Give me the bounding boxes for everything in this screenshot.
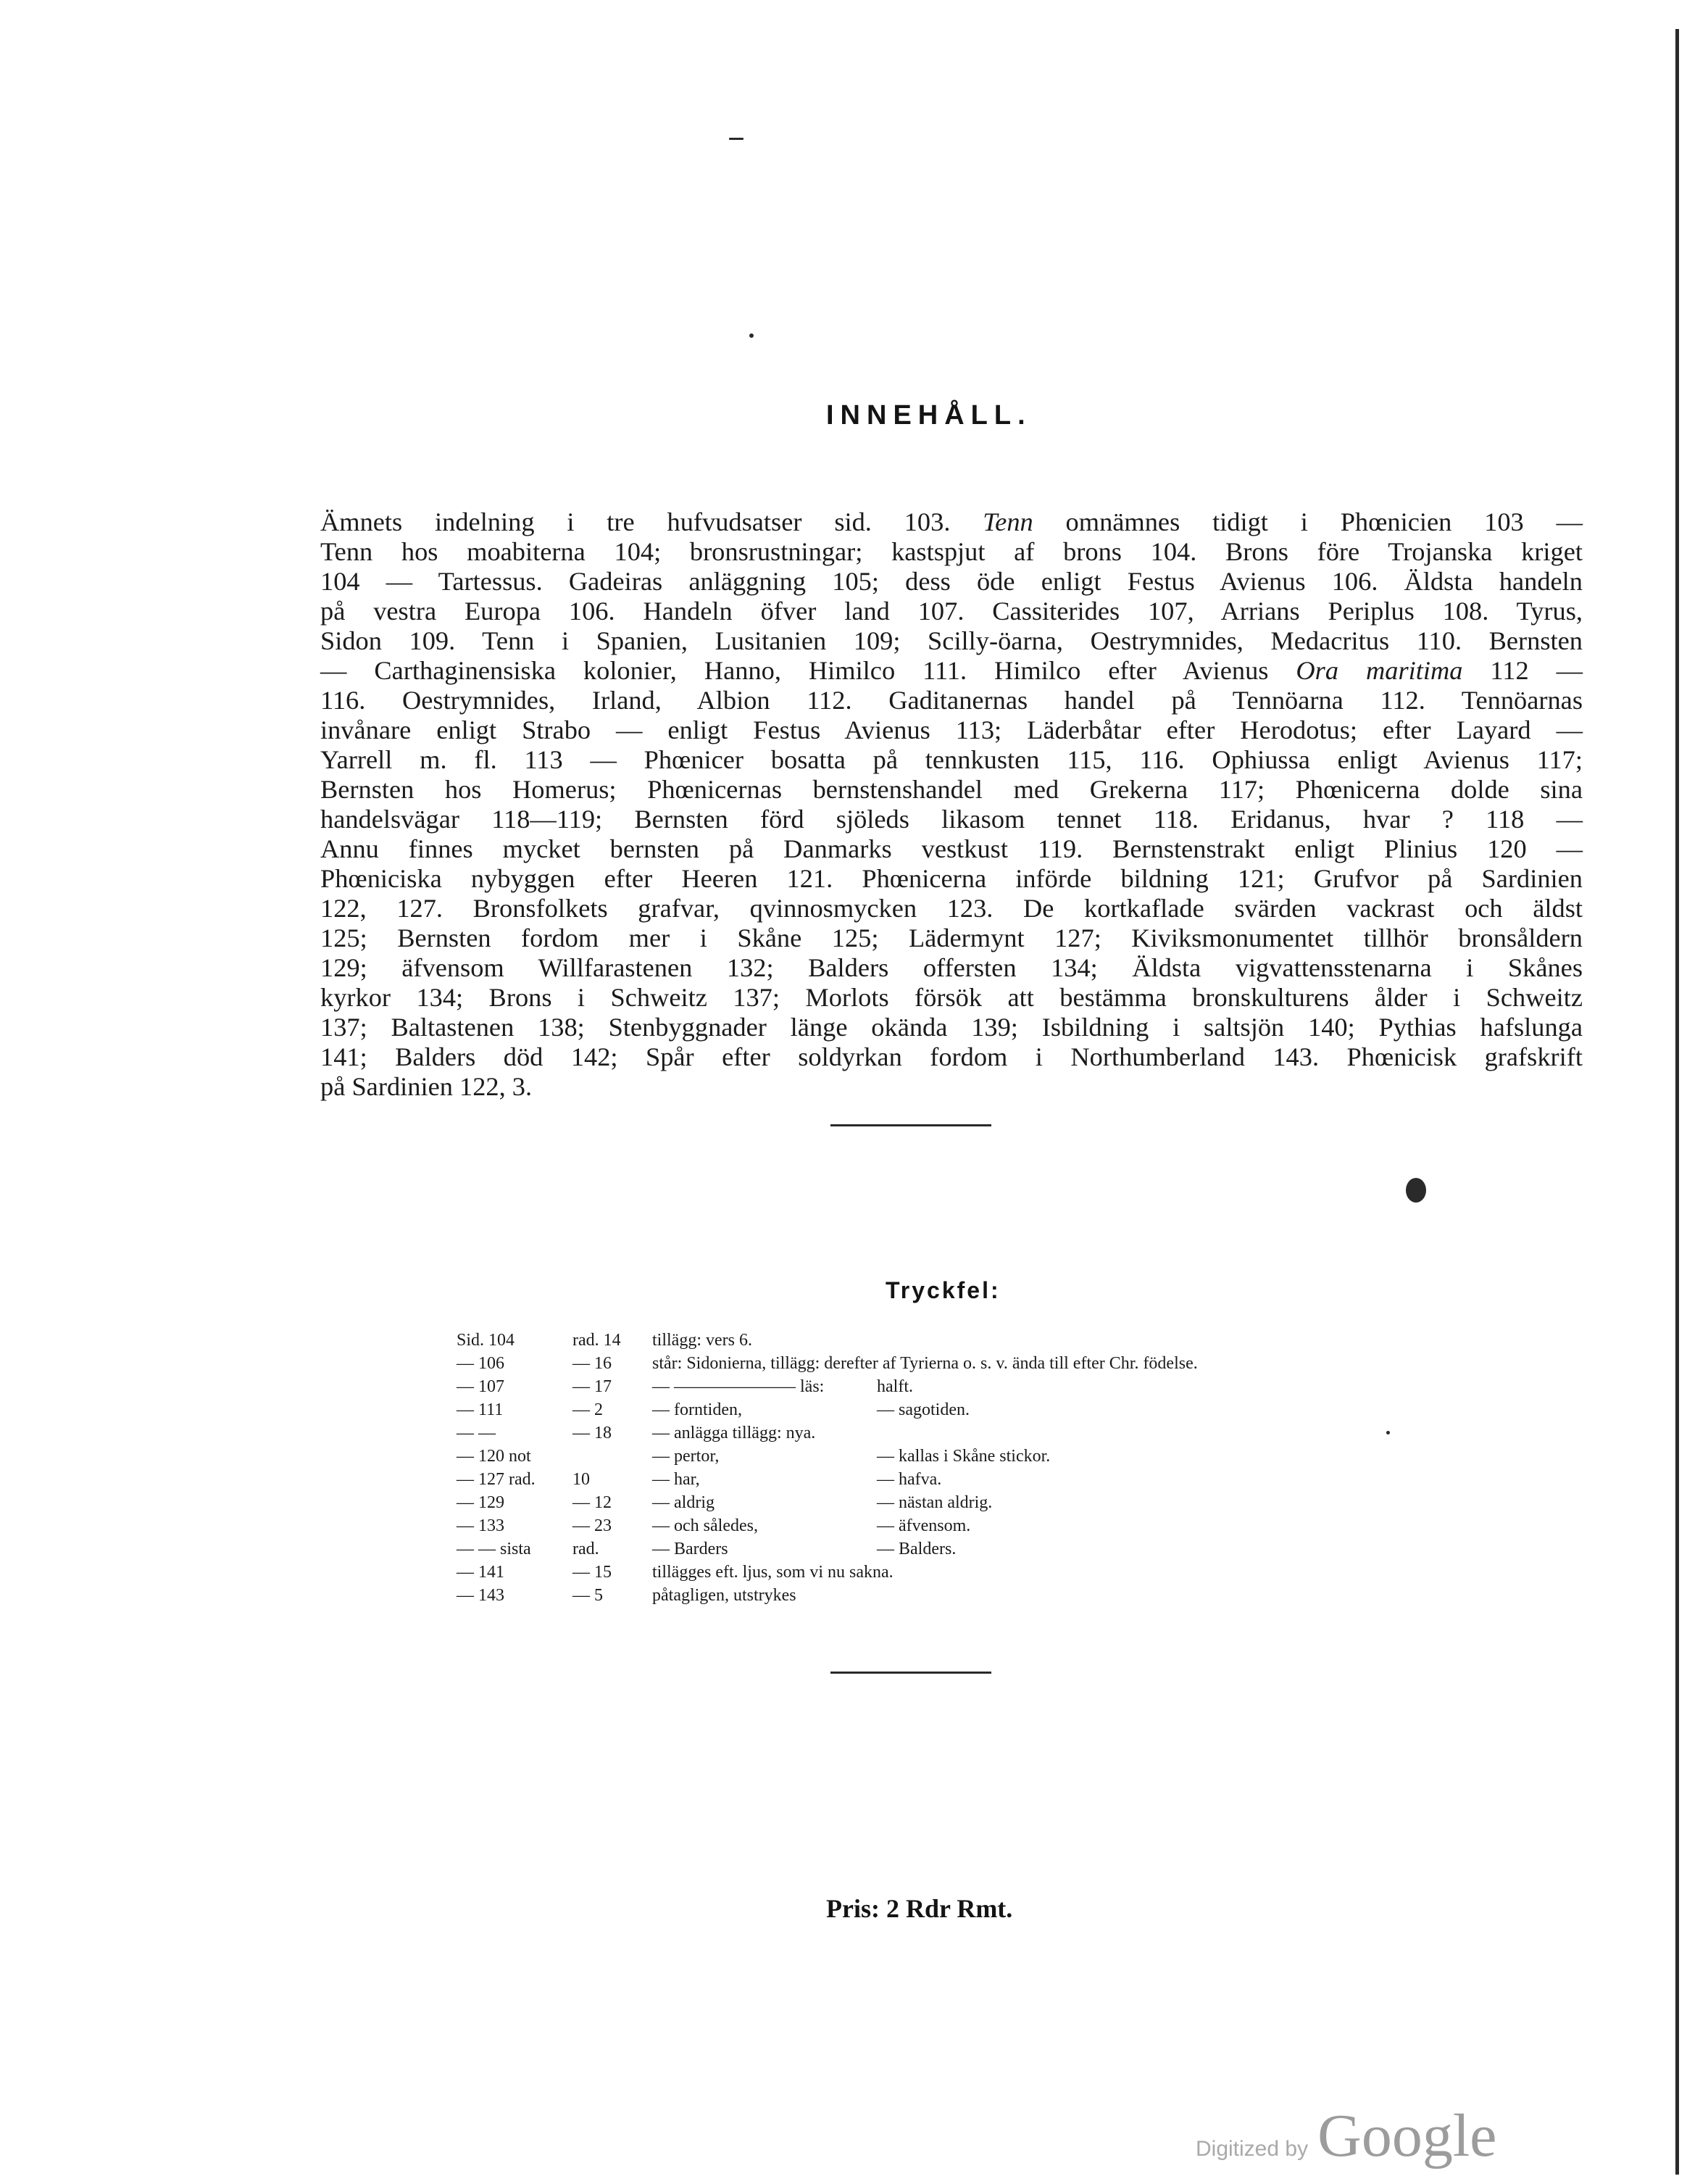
contents-text: handelsvägar 118—119; Bernsten förd sjöleds likasom tennet 118. Eridanus, hvar ? 118 —	[320, 805, 1583, 834]
contents-text: — Carthaginensiska kolonier, Hanno, Himilco 111. Himilco efter Avienus	[320, 656, 1296, 685]
errata-row	[457, 1331, 1471, 1354]
errata-error: — och således,	[652, 1516, 758, 1535]
contents-text: Bernsten hos Homerus; Phœnicernas bernstenshandel med Grekerna 117; Phœnicerna dolde sina	[320, 775, 1583, 804]
errata-correction: tillägg: vers 6.	[652, 1331, 752, 1350]
errata-correction: — hafva.	[877, 1470, 942, 1489]
contents-text: Phœniciska nybyggen efter Heeren 121. Phœnicerna införde bildning 121; Grufvor på Sardinien	[320, 864, 1583, 893]
contents-text: 137; Baltastenen 138; Stenbyggnader länge okända 139; Isbildning i saltsjön 140; Pythias hafslunga	[320, 1013, 1583, 1042]
contents-line	[320, 597, 1583, 626]
errata-page: — 127 rad.	[457, 1470, 536, 1489]
page-title: INNEHÅLL.	[826, 400, 1032, 431]
contents-line	[320, 805, 1583, 834]
errata-page: — 133	[457, 1516, 504, 1535]
contents-line	[320, 686, 1583, 715]
errata-page: Sid. 104	[457, 1331, 515, 1350]
digitized-watermark	[1196, 2101, 1496, 2171]
contents-text: Yarrell m. fl. 113 — Phœnicer bosatta på tennkusten 115, 116. Ophiussa enligt Avienus 117;	[320, 745, 1583, 774]
errata-correction: — nästan aldrig.	[877, 1493, 993, 1512]
contents-text: 104 — Tartessus. Gadeiras anläggning 105; dess öde enligt Festus Avienus 106. Äldsta handeln	[320, 567, 1583, 596]
errata-page: — 141	[457, 1563, 504, 1582]
errata-page: — 106	[457, 1354, 504, 1373]
errata-page: — 129	[457, 1493, 504, 1512]
contents-line	[320, 894, 1583, 923]
errata-correction: — anlägga tillägg: nya.	[652, 1424, 816, 1442]
errata-row	[457, 1354, 1471, 1377]
errata-row	[457, 1493, 1471, 1516]
contents-italic-text: Tenn	[983, 507, 1033, 536]
contents-line	[320, 715, 1583, 745]
contents-line	[320, 775, 1583, 805]
errata-correction: — äfvensom.	[877, 1516, 971, 1535]
errata-correction: — Balders.	[877, 1540, 957, 1558]
errata-line: rad. 14	[572, 1331, 621, 1350]
errata-row	[457, 1424, 1471, 1447]
contents-line	[320, 626, 1583, 656]
contents-text: invånare enligt Strabo — enligt Festus Avienus 113; Läderbåtar efter Herodotus; efter Layard —	[320, 715, 1583, 744]
errata-line: — 5	[572, 1586, 603, 1605]
errata-correction: — sagotiden.	[877, 1400, 970, 1419]
contents-text: på Sardinien 122, 3.	[320, 1072, 533, 1101]
errata-row	[457, 1586, 1471, 1609]
errata-page: — 111	[457, 1400, 504, 1419]
contents-line	[320, 656, 1583, 686]
errata-correction: tillägges eft. ljus, som vi nu sakna.	[652, 1563, 894, 1582]
divider-rule	[830, 1672, 991, 1674]
errata-line: — 15	[572, 1563, 612, 1582]
errata-line: — 23	[572, 1516, 612, 1535]
errata-line: — 12	[572, 1493, 612, 1512]
errata-correction: påtagligen, utstrykes	[652, 1586, 796, 1605]
ink-spot	[1406, 1178, 1426, 1203]
errata-line: — 17	[572, 1377, 612, 1396]
ink-speck	[729, 138, 743, 140]
contents-line	[320, 745, 1583, 775]
errata-row	[457, 1540, 1471, 1563]
contents-line	[320, 507, 1583, 537]
errata-error: — aldrig	[652, 1493, 715, 1512]
errata-row	[457, 1516, 1471, 1540]
contents-line	[320, 923, 1583, 953]
errata-page: — 120 not	[457, 1447, 531, 1466]
errata-title: Tryckfel:	[886, 1277, 1001, 1303]
contents-line	[320, 1042, 1583, 1072]
contents-italic-text: Ora maritima	[1296, 656, 1463, 685]
contents-text: Ämnets indelning i tre hufvudsatser sid. 103.	[320, 507, 983, 536]
errata-row	[457, 1377, 1471, 1400]
errata-line: 10	[572, 1470, 590, 1489]
contents-text: Annu finnes mycket bernsten på Danmarks vestkust 119. Bernstenstrakt enligt Plinius 120 —	[320, 834, 1583, 863]
contents-text: Sidon 109. Tenn i Spanien, Lusitanien 109; Scilly-öarna, Oestrymnides, Medacritus 110. Bernsten	[320, 626, 1583, 655]
contents-line	[320, 1072, 1583, 1102]
errata-row	[457, 1400, 1471, 1424]
price-label: Pris: 2 Rdr Rmt.	[826, 1894, 1013, 1923]
contents-text: Tenn hos moabiterna 104; bronsrustningar; kastspjut af brons 104. Brons före Trojanska kriget	[320, 537, 1583, 566]
errata-line: — 18	[572, 1424, 612, 1442]
ink-speck	[749, 333, 754, 338]
contents-text: omnämnes tidigt i Phœnicien 103 —	[1033, 507, 1583, 536]
errata-error: — pertor,	[652, 1447, 720, 1466]
errata-page: — — sista	[457, 1540, 531, 1558]
errata-correction: — kallas i Skåne stickor.	[877, 1447, 1051, 1466]
contents-line	[320, 983, 1583, 1013]
errata-correction: halft.	[877, 1377, 913, 1396]
contents-text: 112 —	[1462, 656, 1583, 685]
divider-rule	[830, 1124, 991, 1126]
errata-correction: står: Sidonierna, tillägg: derefter af Tyrierna o. s. v. ända till efter Chr. födelse.	[652, 1354, 1198, 1373]
errata-error: — forntiden,	[652, 1400, 742, 1419]
errata-error: — ——————— läs:	[652, 1377, 825, 1396]
errata-line: — 16	[572, 1354, 612, 1373]
errata-error: — Barders	[652, 1540, 728, 1558]
contents-line	[320, 864, 1583, 894]
errata-row	[457, 1447, 1471, 1470]
errata-line: — 2	[572, 1400, 603, 1419]
errata-row	[457, 1563, 1471, 1586]
errata-line: rad.	[572, 1540, 599, 1558]
contents-line	[320, 953, 1583, 983]
errata-error: — har,	[652, 1470, 700, 1489]
contents-line	[320, 834, 1583, 864]
contents-text: 129; äfvensom Willfarastenen 132; Balders offersten 134; Äldsta vigvattensstenarna i Skånes	[320, 953, 1583, 982]
errata-page: — 107	[457, 1377, 504, 1396]
contents-line	[320, 537, 1583, 567]
errata-page: — —	[457, 1424, 496, 1442]
contents-line	[320, 1013, 1583, 1042]
errata-page: — 143	[457, 1586, 504, 1605]
contents-text: 141; Balders död 142; Spår efter soldyrkan fordom i Northumberland 143. Phœnicisk grafskrift	[320, 1042, 1583, 1071]
google-logo: Google	[1317, 2102, 1497, 2170]
contents-text: 125; Bernsten fordom mer i Skåne 125; Lädermynt 127; Kiviksmonumentet tillhör bronsåldern	[320, 923, 1583, 952]
contents-text: 116. Oestrymnides, Irland, Albion 112. Gaditanernas handel på Tennöarna 112. Tennöarnas	[320, 686, 1583, 715]
contents-text: på vestra Europa 106. Handeln öfver land 107. Cassiterides 107, Arrians Periplus 108. Tyrus,	[320, 597, 1583, 626]
contents-line	[320, 567, 1583, 597]
page-edge-line	[1675, 29, 1679, 2175]
watermark-prefix: Digitized by	[1196, 2137, 1309, 2161]
contents-text: kyrkor 134; Brons i Schweitz 137; Morlots försök att bestämma bronskulturens ålder i Schweitz	[320, 983, 1583, 1012]
errata-row	[457, 1470, 1471, 1493]
contents-text: 122, 127. Bronsfolkets grafvar, qvinnosmycken 123. De kortkaflade svärden vackrast och äldst	[320, 894, 1583, 923]
contents-paragraph	[320, 507, 1583, 1102]
